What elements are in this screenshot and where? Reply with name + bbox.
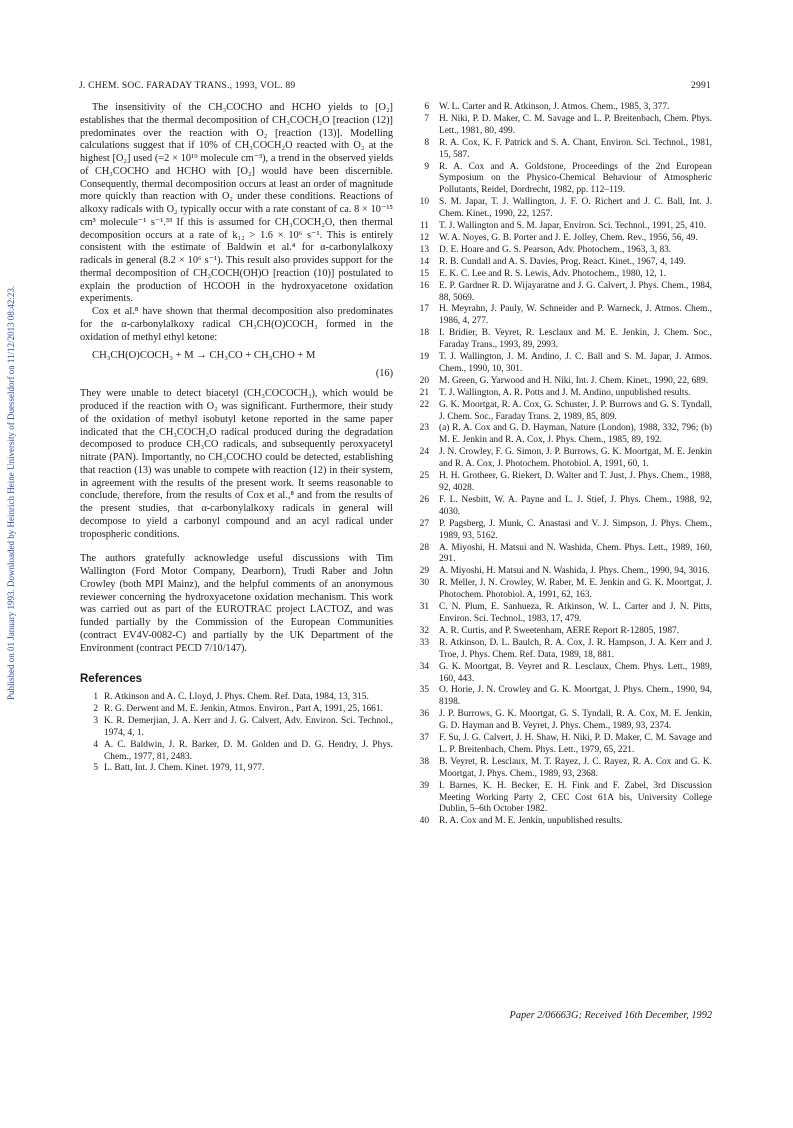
reference-number: 27	[419, 518, 429, 529]
reference-number: 9	[424, 161, 429, 172]
paragraph-3: They were unable to detect biacetyl (CH₃COCOCH₃), which would be produced if the reaction with O₂ was significant. Furthermore, their study of the oxidation of methyl isobutyl ketone reported in the same paper indicated that the CH₃COCH₂O radical produced during the degradation decomposed to produce CH₃CO radicals, and subsequently peroxyacetyl nitrate (PAN). Importantly, no CH₃COCHO could be detected, establishing that reaction (13) was unable to compete with reaction (12) in their system, in agreement with the results of the present work. It seems reasonable to conclude, therefore, from the results of Cox et al.,⁸ and from the results of the present studies, that α-carbonylalkoxy radicals in general will decompose to yield a carbonyl compound and an acyl radical under tropospheric conditions.	[80, 388, 393, 540]
reference-number: 32	[419, 625, 429, 636]
reference-number: 35	[419, 685, 429, 696]
reference-text: G. K. Moortgat, R. A. Cox, G. Schuster, J. P. Burrows and G. S. Tyndall, J. Chem. Soc., Faraday Trans. 2, 1989, 85, 809.	[439, 399, 712, 422]
reference-number: 3	[93, 715, 98, 726]
reference-number: 17	[419, 304, 429, 315]
reference-number: 20	[419, 375, 429, 386]
reference-text: H. Meyrahn, J. Pauly, W. Schneider and P. Warneck, J. Atmos. Chem., 1986, 4, 277.	[439, 304, 712, 327]
reference-text: H. Niki, P. D. Maker, C. M. Savage and L. P. Breitenbach, Chem. Phys. Lett., 1981, 80, 499.	[439, 113, 712, 136]
reference-item	[415, 519, 712, 543]
reference-text: T. J. Wallington and S. M. Japar, Environ. Sci. Technol., 1991, 25, 410.	[439, 221, 706, 232]
reference-list-left	[80, 692, 393, 775]
reference-text: P. Pagsberg, J. Munk, C. Anastasi and V. J. Simpson, J. Phys. Chem., 1989, 93, 5162.	[439, 518, 712, 541]
reference-number: 4	[93, 739, 98, 750]
reference-number: 5	[93, 763, 98, 774]
reference-text: B. Veyret, R. Lesclaux, M. T. Rayez, J. C. Rayez, R. A. Cox and G. K. Moortgat, J. Phys. Chem., 1989, 93, 2368.	[439, 756, 712, 779]
reference-item	[415, 304, 712, 328]
reference-item	[80, 716, 393, 740]
reference-item	[80, 704, 393, 716]
reference-item	[415, 281, 712, 305]
reference-text: F. Su, J. G. Calvert, J. H. Shaw, H. Niki, P. D. Maker, C. M. Savage and L. P. Breitenbach, Chem. Phys. Lett., 1979, 65, 221.	[439, 733, 712, 755]
reference-text: W. L. Carter and R. Atkinson, J. Atmos. Chem., 1985, 3, 377.	[439, 102, 670, 112]
reference-text: S. M. Japar, T. J. Wallington, J. F. O. Richert and J. C. Ball, Int. J. Chem. Kinet., 1990, 22, 1257.	[439, 197, 712, 220]
reference-text: R. G. Derwent and M. E. Jenkin, Atmos. Environ., Part A, 1991, 25, 1661.	[104, 703, 383, 714]
reference-number: 11	[419, 221, 429, 232]
reference-text: H. H. Grotheer, G. Riekert, D. Walter and T. Just, J. Phys. Chem., 1988, 92, 4028.	[439, 471, 712, 493]
reference-text: R. A. Cox and A. Goldstone, Proceedings of the 2nd European Symposium on the Physico-Chemical Behaviour of Atmospheric Pollutants, Reidel, Dordrecht, 1982, pp. 112–119.	[439, 161, 712, 196]
reference-item	[415, 733, 712, 757]
reference-number: 19	[419, 352, 429, 363]
reference-text: L. Batt, Int. J. Chem. Kinet. 1979, 11, 977.	[104, 763, 265, 774]
reference-text: D. E. Hoare and G. S. Pearson, Adv. Photochem., 1963, 3, 83.	[439, 244, 672, 255]
reference-item	[415, 816, 712, 828]
reference-number: 13	[419, 244, 429, 255]
reference-text: T. J. Wallington, J. M. Andino, J. C. Ball and S. M. Japar, J. Atmos. Chem., 1990, 10, 301.	[439, 352, 712, 374]
reference-text: K. R. Demerjian, J. A. Kerr and J. G. Calvert, Adv. Environ. Sci. Technol., 1974, 4, 1.	[104, 715, 393, 738]
reference-item	[415, 400, 712, 424]
acknowledgements: The authors gratefully acknowledge useful discussions with Tim Wallington (Ford Motor Company, Dearborn), Trudi Raber and John Crowley (both MPI Mainz), and the helpful comments of an anonymous reviewer concerning the hydroxyacetone oxidation mechanism. This work was carried out as part of the EUROTRAC project LACTOZ, and was funded partially by the Commission of the European Communities (contract EV4V-0082-C) and partially by the UK Department of the Environment (contract PECD 7/10/147).	[80, 553, 393, 654]
reference-number: 14	[419, 256, 429, 267]
reference-item	[415, 328, 712, 352]
reference-text: A. R. Curtis, and P. Sweetenham, AERE Report R-12805, 1987.	[439, 625, 680, 636]
reference-number: 31	[419, 602, 429, 613]
download-notice-link[interactable]: Published on 01 January 1993. Downloaded by Heinrich Heine University of Duesseldorf on 11/12/2013 08:42:23.	[6, 285, 16, 700]
reference-item	[415, 423, 712, 447]
reference-text: A. Miyoshi, H. Matsui and N. Washida, J. Phys. Chem., 1990, 94, 3016.	[439, 566, 710, 577]
reference-text: R. Atkinson and A. C. Lloyd, J. Phys. Chem. Ref. Data, 1984, 13, 315.	[104, 692, 369, 702]
paragraph-2: Cox et al.⁸ have shown that thermal decomposition also predominates for the α-carbonylalkoxy radical CH₃CH(O)COCH₃ formed in the oxidation of methyl ethyl ketone:	[80, 306, 393, 343]
reference-number: 1	[93, 692, 98, 702]
reference-item	[415, 471, 712, 495]
reference-number: 18	[419, 328, 429, 339]
left-column	[80, 102, 393, 775]
reference-item	[415, 781, 712, 817]
reference-item	[415, 114, 712, 138]
reference-text: R. A. Cox and M. E. Jenkin, unpublished results.	[439, 816, 623, 827]
reference-item	[415, 626, 712, 638]
reference-item	[415, 233, 712, 245]
download-watermark	[6, 160, 20, 700]
reference-number: 12	[419, 232, 429, 243]
reference-item	[415, 197, 712, 221]
reference-number: 40	[419, 816, 429, 827]
reference-text: A. Miyoshi, H. Matsui and N. Washida, Chem. Phys. Lett., 1989, 160, 291.	[439, 542, 712, 565]
reference-number: 26	[419, 494, 429, 505]
reference-text: T. J. Wallington, A. R. Potts and J. M. Andino, unpublished results.	[439, 387, 691, 398]
reference-text: (a) R. A. Cox and G. D. Hayman, Nature (London), 1988, 332, 796; (b) M. E. Jenkin and R. A. Cox, J. Phys. Chem., 1985, 89, 192.	[439, 423, 712, 446]
reference-item	[415, 578, 712, 602]
reference-list-right	[415, 102, 712, 828]
reference-number: 37	[419, 733, 429, 744]
reference-text: F. L. Nesbitt, W. A. Payne and L. J. Stief, J. Phys. Chem., 1988, 92, 4030.	[439, 494, 712, 517]
reference-number: 21	[419, 387, 429, 398]
equation-number: (16)	[375, 368, 393, 380]
reference-text: C. N. Plum, E. Sanhueza, R. Atkinson, W. L. Carter and J. N. Pitts, Environ. Sci. Technol., 1983, 17, 479.	[439, 602, 712, 624]
reference-text: A. C. Baldwin, J. R. Barker, D. M. Golden and D. G. Hendry, J. Phys. Chem., 1977, 81, 2483.	[104, 739, 393, 762]
reference-number: 15	[419, 268, 429, 279]
reference-item	[80, 740, 393, 764]
reference-item	[415, 757, 712, 781]
reference-item	[415, 685, 712, 709]
equation-text: CH₃CH(O)COCH₃ + M → CH₃CO + CH₃CHO + M	[92, 350, 316, 362]
reference-text: J. N. Crowley, F. G. Simon, J. P. Burrows, G. K. Moortgat, M. E. Jenkin and R. A. Cox, J. Photochem. Photobiol. A, 1991, 60, 1.	[439, 447, 712, 470]
reference-number: 28	[419, 542, 429, 553]
reference-item	[415, 447, 712, 471]
reference-text: E. K. C. Lee and R. S. Lewis, Adv. Photochem., 1980, 12, 1.	[439, 268, 666, 279]
reference-item	[415, 543, 712, 567]
reference-number: 10	[419, 197, 429, 208]
reference-number: 38	[419, 756, 429, 767]
reference-item	[415, 495, 712, 519]
reference-number: 39	[419, 780, 429, 791]
reference-item	[415, 269, 712, 281]
reference-item	[415, 709, 712, 733]
page-number: 2991	[691, 80, 711, 91]
reference-number: 6	[424, 102, 429, 112]
reference-text: R. Meller, J. N. Crowley, W. Raber, M. E. Jenkin and G. K. Moortgat, J. Photochem. Photobiol. A, 1991, 62, 163.	[439, 578, 712, 601]
reference-number: 30	[419, 578, 429, 589]
reference-text: J. P. Burrows, G. K. Moortgat, G. S. Tyndall, R. A. Cox, M. E. Jenkin, G. D. Hayman and B. Veyret, J. Phys. Chem., 1989, 93, 2374.	[439, 709, 712, 732]
reference-item	[415, 638, 712, 662]
journal-citation: J. CHEM. SOC. FARADAY TRANS., 1993, VOL. 89	[79, 80, 296, 91]
reference-number: 25	[419, 471, 429, 482]
reference-item	[415, 138, 712, 162]
reference-item	[415, 162, 712, 198]
reference-number: 33	[419, 637, 429, 648]
reference-text: G. K. Moortgat, B. Veyret and R. Lesclaux, Chem. Phys. Lett., 1989, 160, 443.	[439, 661, 712, 684]
reference-item	[415, 388, 712, 400]
reference-number: 24	[419, 447, 429, 458]
reference-item	[415, 566, 712, 578]
reference-number: 16	[419, 280, 429, 291]
reference-number: 22	[419, 399, 429, 410]
references-heading: References	[80, 673, 143, 686]
reference-number: 7	[424, 113, 429, 124]
reference-number: 29	[419, 566, 429, 577]
paragraph-1: The insensitivity of the CH₃COCHO and HCHO yields to [O₂] establishes that the thermal decomposition of CH₃COCH₂O [reaction (12)] predominates over the reaction with O₂ [reaction (13)]. Modelling calculations suggest that if 10% of CH₃COCH₂O reacted with O₂ at the highest [O₂] used (=2 × 10¹⁹ molecule cm⁻³), a trend in the observed yields of CH₃COCHO and HCHO with [O₂] would have been discernible. Consequently, thermal decomposition occurs at least an order of magnitude more quickly than reaction with O₂ under these conditions. Reactions of alkoxy radicals with O₂ typically occur with a rate constant of ca. 8 × 10⁻¹⁵ cm³ molecule⁻¹ s⁻¹.³³ If this is assumed for CH₃COCH₂O, then thermal decomposition occurs at a rate of k₁₂ > 1.6 × 10⁶ s⁻¹. This is entirely consistent with the estimate of Baldwin et al.⁴ for α-carbonylalkoxy radicals in general (8.2 × 10⁶ s⁻¹). This result also provides support for the thermal decomposition of CH₃COCH(OH)O [reaction (10)] postulated to explain the production of HCOOH in the hydroxyacetone oxidation experiments.	[80, 102, 393, 305]
reference-text: W. A. Noyes, G. B. Porter and J. E. Jolley, Chem. Rev., 1956, 56, 49.	[439, 232, 698, 243]
reference-item	[415, 245, 712, 257]
reference-text: I. Bridier, B. Veyret, R. Lesclaux and M. E. Jenkin, J. Chem. Soc., Faraday Trans., 1993, 89, 2993.	[439, 328, 712, 351]
reference-item	[415, 662, 712, 686]
reference-text: R. A. Cox, K. F. Patrick and S. A. Chant, Environ. Sci. Technol., 1981, 15, 587.	[439, 137, 712, 160]
reference-number: 36	[419, 709, 429, 720]
right-column	[415, 102, 712, 828]
reference-item	[415, 221, 712, 233]
reference-item	[415, 352, 712, 376]
reference-number: 2	[93, 703, 98, 714]
paper-received-note: Paper 2/06663G; Received 16th December, 1992	[509, 1010, 712, 1021]
reference-text: M. Green, G. Yarwood and H. Niki, Int. J. Chem. Kinet., 1990, 22, 689.	[439, 375, 708, 386]
reference-number: 34	[419, 661, 429, 672]
reference-item	[80, 692, 393, 704]
reference-item	[80, 763, 393, 775]
reference-text: O. Horie, J. N. Crowley and G. K. Moortgat, J. Phys. Chem., 1990, 94, 8198.	[439, 685, 712, 708]
equation-16	[80, 344, 393, 388]
reference-text: R. Atkinson, D. L. Baulch, R. A. Cox, J. R. Hampson, J. A. Kerr and J. Troe, J. Phys. Chem. Ref. Data, 1989, 18, 881.	[439, 637, 712, 660]
reference-item	[415, 102, 712, 114]
reference-text: I. Barnes, K. H. Becker, E. H. Fink and F. Zabel, 3rd Discussion Meeting Working Party 2, CEC Cost 61A bis, University College Dublin, 5–6th October 1982.	[439, 780, 712, 815]
reference-item	[415, 602, 712, 626]
reference-item	[415, 257, 712, 269]
reference-number: 8	[424, 137, 429, 148]
reference-text: R. B. Cundall and A. S. Davies, Prog. React. Kinet., 1967, 4, 149.	[439, 256, 686, 267]
reference-number: 23	[419, 423, 429, 434]
reference-item	[415, 376, 712, 388]
reference-text: E. P. Gardner R. D. Wijayaratne and J. G. Calvert, J. Phys. Chem., 1984, 88, 5069.	[439, 280, 712, 303]
